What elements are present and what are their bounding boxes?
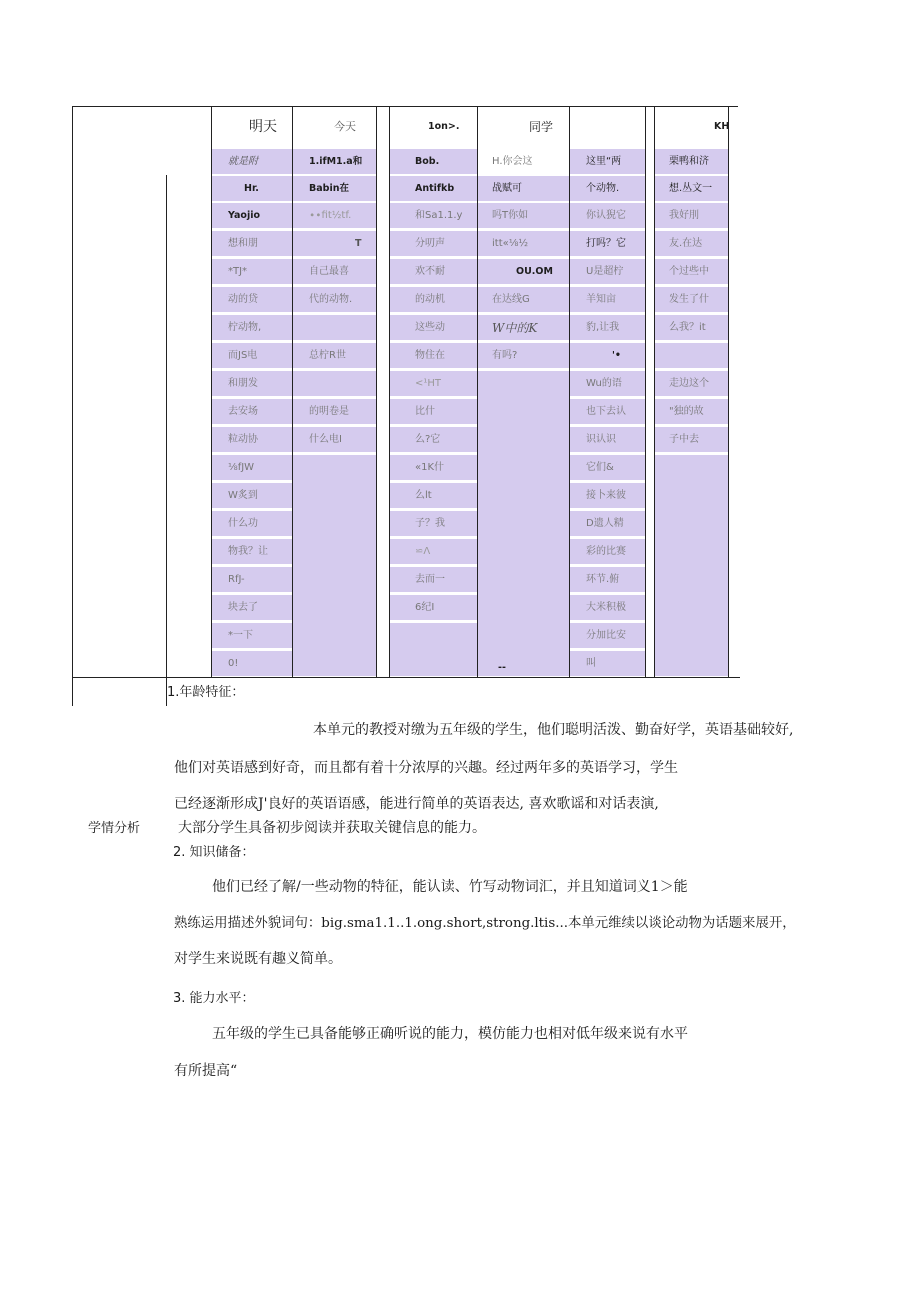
table-cell: «1K什 xyxy=(390,455,477,481)
table-cell: RfJ- xyxy=(212,567,292,593)
table-cell: 粒动协 xyxy=(212,427,292,453)
table-cell: 你认猊它 xyxy=(570,203,645,229)
table-cell: 羊知亩 xyxy=(570,287,645,313)
table-cell: 子中去 xyxy=(655,427,728,453)
table-cell: 动的贷 xyxy=(212,287,292,313)
table-cell: 自己最喜 xyxy=(293,259,376,285)
table-cell: 去安场 xyxy=(212,399,292,425)
table-cell: itt«⅛½ xyxy=(478,231,569,257)
table-cell: 这些动 xyxy=(390,315,477,341)
table-cell xyxy=(655,343,728,369)
table-cell: Bob. xyxy=(390,149,477,175)
paragraph-line: 他们已经了解/一些动物的特征，能认读、竹写动物词汇，并且知道词义1＞能 xyxy=(212,879,688,895)
table-cell: 么lt xyxy=(390,483,477,509)
table-cell: "独的故 xyxy=(655,399,728,425)
col-divider-3 xyxy=(376,106,377,677)
table-cell: Hr. xyxy=(212,176,292,202)
table-cell: 识认识 xyxy=(570,427,645,453)
table-cell: 子？我 xyxy=(390,511,477,537)
table-cell: 它们& xyxy=(570,455,645,481)
table-cell: W炙到 xyxy=(212,483,292,509)
table-cell: *TJ* xyxy=(212,259,292,285)
table-cell: 想.丛文一 xyxy=(655,176,728,202)
table-cell: 分叨声 xyxy=(390,231,477,257)
table-bottom-rule xyxy=(72,677,740,678)
table-cell: 物我？让 xyxy=(212,539,292,565)
table-cell: 柠动物, xyxy=(212,315,292,341)
table-cell-empty xyxy=(655,455,728,677)
table-cell: 想和朋 xyxy=(212,231,292,257)
table-top-rule xyxy=(72,106,738,107)
table-cell: 豹,让我 xyxy=(570,315,645,341)
header-jintian: 今天 xyxy=(334,120,356,133)
table-cell: 接卜来彼 xyxy=(570,483,645,509)
table-cell: 发生了什 xyxy=(655,287,728,313)
table-cell: 欢不耐 xyxy=(390,259,477,285)
table-cell: Wu的语 xyxy=(570,371,645,397)
col-divider-7 xyxy=(645,106,646,677)
table-cell: 个过些中 xyxy=(655,259,728,285)
table-cell xyxy=(293,371,376,397)
table-cell: 么我？it xyxy=(655,315,728,341)
table-cell: 这里“两 xyxy=(570,149,645,175)
table-cell: 吗T你如 xyxy=(478,203,569,229)
header-mingtian: 明天 xyxy=(249,119,277,135)
table-cell: 而JS电 xyxy=(212,343,292,369)
table-cell: 物住在 xyxy=(390,343,477,369)
table-cell: 1.ifM1.a和 xyxy=(293,149,376,175)
table-cell: W中的K xyxy=(478,315,569,341)
table-cell: <¹HT xyxy=(390,371,477,397)
table-cell: H.你会这 xyxy=(478,149,569,175)
table-left-border xyxy=(72,106,73,706)
section-2-title: 2. 知识储备： xyxy=(173,845,255,860)
table-cell: 去而一 xyxy=(390,567,477,593)
col-divider-9 xyxy=(728,106,729,677)
paragraph-line: 有所提高“ xyxy=(174,1063,238,1079)
table-cell: -- xyxy=(498,662,506,673)
header-1on: 1on>. xyxy=(428,121,460,132)
table-cell: 个动物. xyxy=(570,176,645,202)
table-cell: T xyxy=(293,231,376,257)
table-cell-empty xyxy=(390,623,477,677)
table-cell: U是超柠 xyxy=(570,259,645,285)
table-cell: 什么功 xyxy=(212,511,292,537)
table-cell: 分加比安 xyxy=(570,623,645,649)
table-cell: 有吗? xyxy=(478,343,569,369)
table-cell xyxy=(293,315,376,341)
table-cell: 战赋可 xyxy=(478,176,569,202)
table-cell: 比什 xyxy=(390,399,477,425)
table-cell: 的明卷是 xyxy=(293,399,376,425)
table-cell: '• xyxy=(570,343,645,369)
table-cell: ⋍Λ xyxy=(390,539,477,565)
table-cell: D遗人精 xyxy=(570,511,645,537)
table-cell: 6纪I xyxy=(390,595,477,621)
table-cell: 就是附 xyxy=(212,149,292,175)
table-cell: 友.在达 xyxy=(655,231,728,257)
table-cell: 么?它 xyxy=(390,427,477,453)
table-cell: 什么电I xyxy=(293,427,376,453)
table-cell: 叫 xyxy=(570,651,645,677)
table-cell-empty xyxy=(478,371,569,677)
table-cell: Yaojio xyxy=(212,203,292,229)
table-cell: Antifkb xyxy=(390,176,477,202)
table-cell: 彩的比赛 xyxy=(570,539,645,565)
table-cell: 在达线G xyxy=(478,287,569,313)
table-cell: 总柠R世 xyxy=(293,343,376,369)
table-cell: ∙∙fit½tf. xyxy=(293,203,376,229)
paragraph-line: 本单元的教授对缴为五年级的学生，他们聪明活泼、勤奋好学，英语基础较好, xyxy=(313,722,794,738)
section-1-title: 1.年龄特征： xyxy=(167,685,245,700)
table-cell: 和朋发 xyxy=(212,371,292,397)
paragraph-line: 已经逐渐形成J'良好的英语语感，能进行简单的英语表达, 喜欢歌谣和对话表演, xyxy=(174,796,659,812)
table-cell: 代的动物. xyxy=(293,287,376,313)
table-cell: 块去了 xyxy=(212,595,292,621)
paragraph-line: 对学生来说既有趣义简单。 xyxy=(174,951,342,967)
header-kh: KH xyxy=(714,121,730,132)
inner-left-border xyxy=(166,175,167,706)
paragraph-line: 五年级的学生已具备能够正确听说的能力，模仿能力也相对低年级来说有水平 xyxy=(212,1026,688,1042)
table-cell: 栗鸭和济 xyxy=(655,149,728,175)
paragraph-line: 他们对英语感到好奇，而且都有着十分浓厚的兴趣。经过两年多的英语学习，学生 xyxy=(174,760,678,776)
table-cell: 走边这个 xyxy=(655,371,728,397)
paragraph-line: 大部分学生具备初步阅读并获取关键信息的能力。 xyxy=(178,820,486,836)
table-cell: 和Sa1.1.y xyxy=(390,203,477,229)
table-cell: 大米积极 xyxy=(570,595,645,621)
paragraph-line: 熟练运用描述外貌词句：big.sma1.1..1.ong.short,strong.ltis...本单元维续以谈论动物为话题来展开， xyxy=(174,916,796,931)
table-cell: 也下去认 xyxy=(570,399,645,425)
section-3-title: 3. 能力水平： xyxy=(173,991,255,1006)
table-cell: Babin在 xyxy=(293,176,376,202)
table-cell: *一下 xyxy=(212,623,292,649)
table-cell: ⅛fJW xyxy=(212,455,292,481)
table-cell: OU.OM xyxy=(478,259,569,285)
table-cell: 的动机 xyxy=(390,287,477,313)
table-cell: 环节.俯 xyxy=(570,567,645,593)
table-cell: 打吗？它 xyxy=(570,231,645,257)
table-cell: 我好刖 xyxy=(655,203,728,229)
table-cell: 0! xyxy=(212,651,292,677)
header-tongxue: 同学 xyxy=(529,120,554,134)
section-label: 学情分析 xyxy=(88,821,141,836)
table-cell-empty xyxy=(293,455,376,677)
